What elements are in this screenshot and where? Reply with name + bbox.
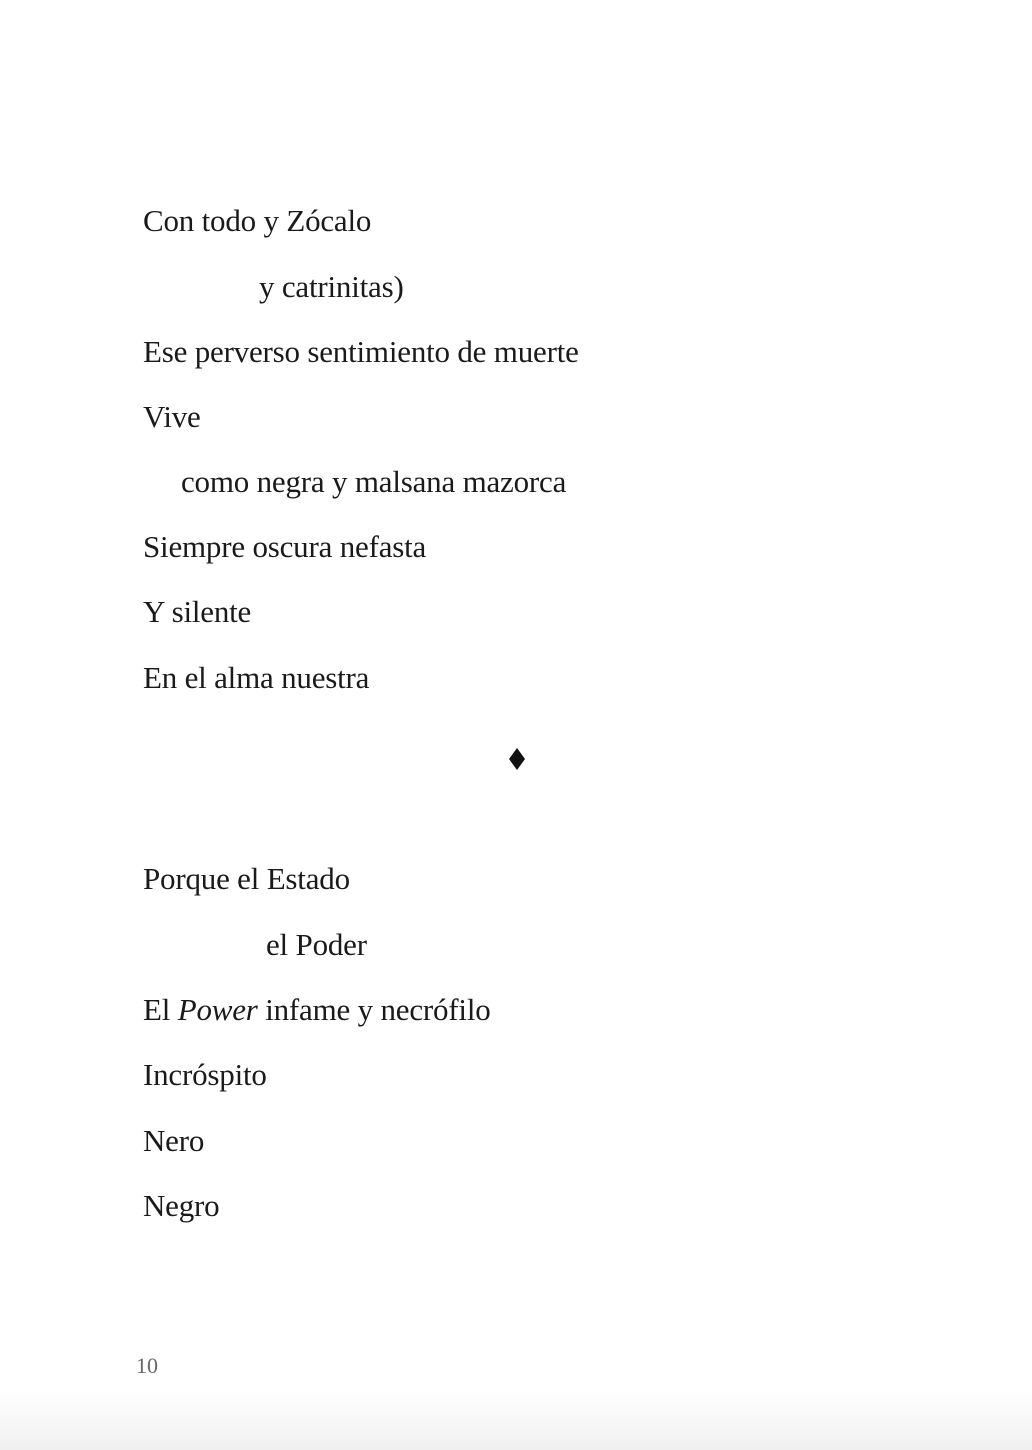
poem-line: Nero [143, 1123, 205, 1158]
poem-line: Negro [143, 1188, 220, 1223]
page-number: 10 [136, 1353, 158, 1378]
poem-line: Siempre oscura nefasta [143, 529, 427, 564]
poem-line-mixed [143, 990, 491, 1030]
poem-line: Porque el Estado [143, 861, 350, 896]
line-text: infame y necrófilo [257, 992, 491, 1027]
poem-line: Con todo y Zócalo [143, 203, 372, 238]
italic-word: Power [177, 992, 258, 1027]
poem-line: Y silente [143, 594, 252, 629]
poem-line: Incróspito [143, 1057, 267, 1092]
page-bottom-shade [0, 1390, 1032, 1450]
poem-line: como negra y malsana mazorca [181, 464, 567, 499]
line-text: El [143, 992, 178, 1027]
diamond-icon [506, 746, 528, 772]
poem-line: el Poder [266, 927, 367, 962]
poem-line: Vive [143, 399, 201, 434]
poem-line: y catrinitas) [259, 269, 404, 304]
poem-line: Ese perverso sentimiento de muerte [143, 334, 579, 369]
poem-line: En el alma nuestra [143, 660, 370, 695]
